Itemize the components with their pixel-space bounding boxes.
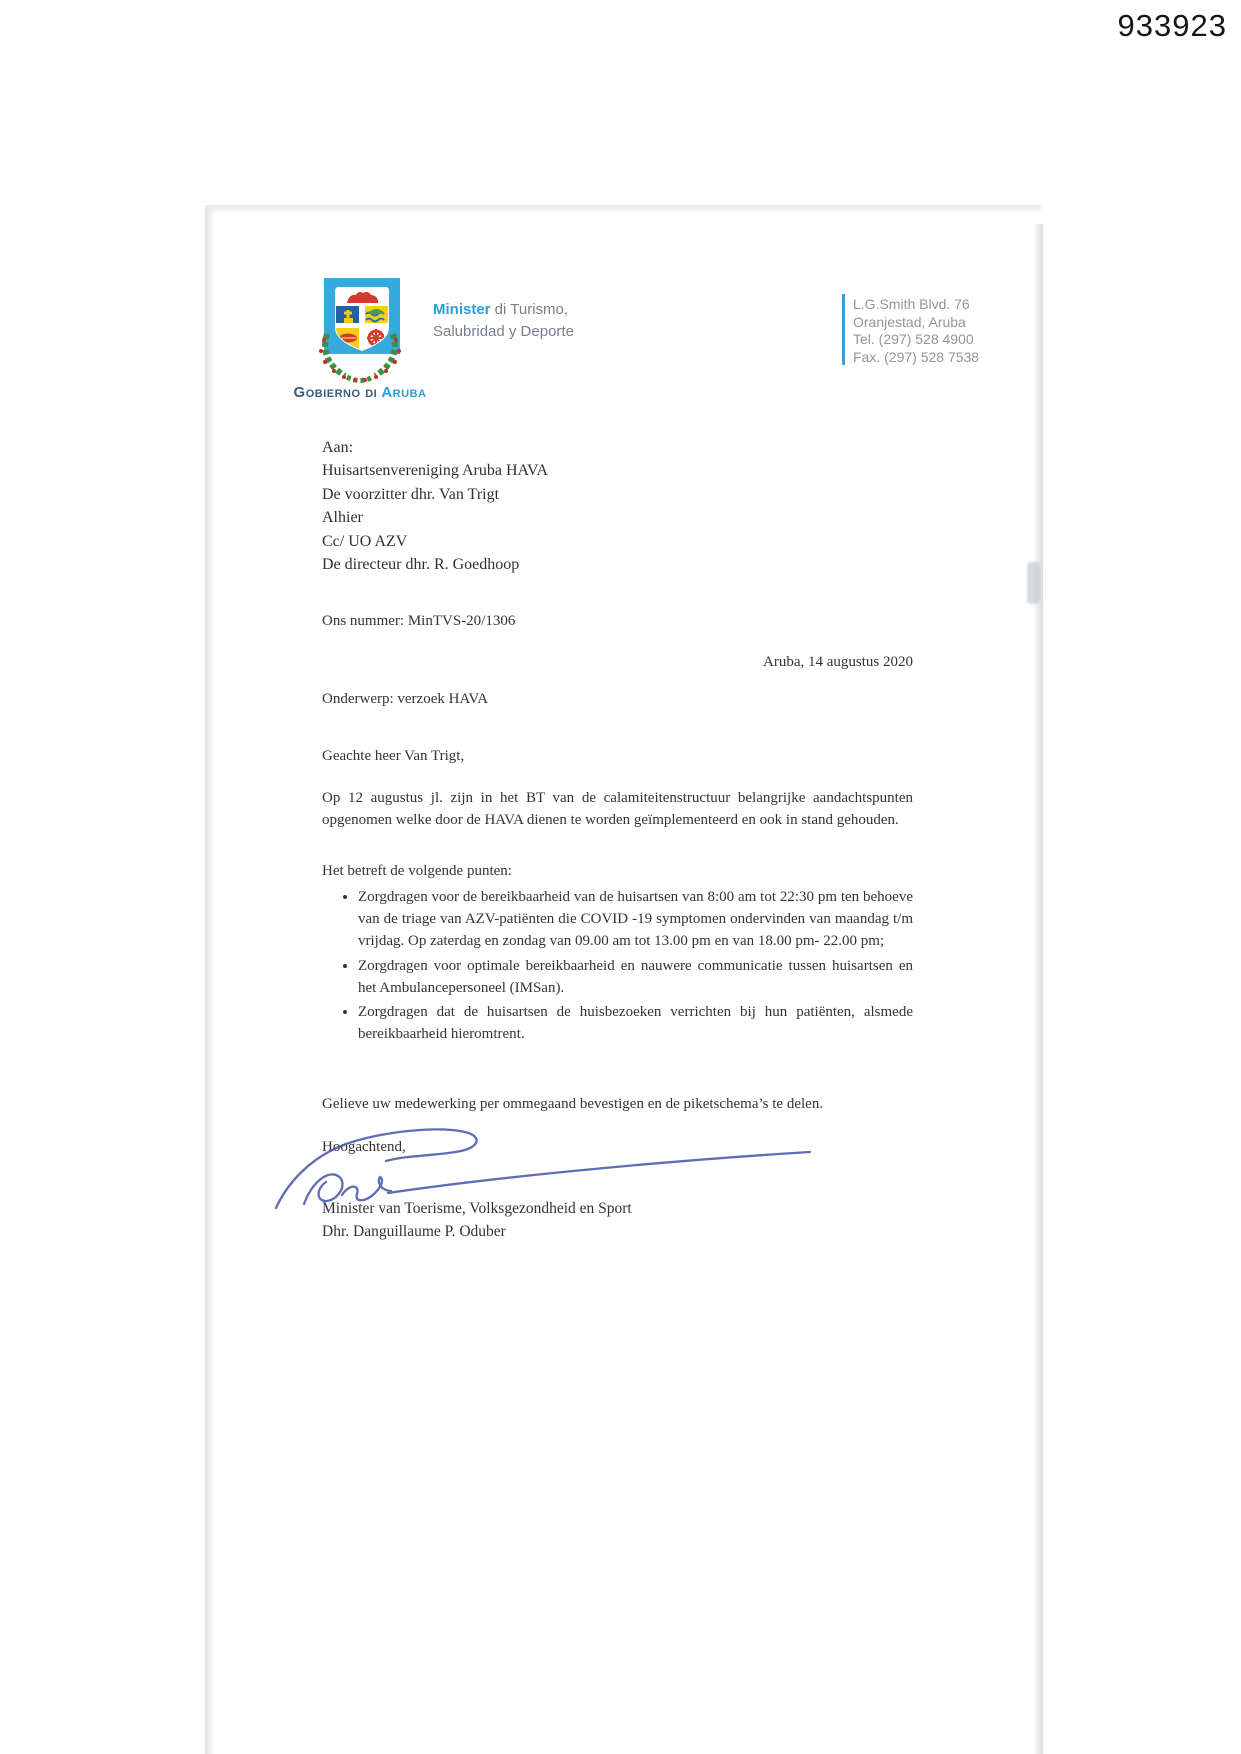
points-list — [322, 886, 913, 1047]
address-tel: Tel. (297) 528 4900 — [853, 331, 974, 347]
scan-doc-number: 933923 — [1117, 8, 1227, 43]
recipient-line: Huisartsenvereniging Aruba HAVA — [322, 462, 549, 480]
body-paragraph-1: Op 12 augustus jl. zijn in het BT van de calamiteitenstructuur belangrijke aandachtspunten opgenomen welke door de HAVA dienen te worden geïmplementeerd en ook in stand gehouden. — [322, 790, 913, 828]
header-address-block — [853, 296, 979, 366]
valediction: Hoogachtend, — [322, 1139, 406, 1155]
our-reference-number: Ons nummer: MinTVS-20/1306 — [322, 613, 516, 629]
recipient-block — [322, 436, 548, 576]
recipient-line: Cc/ UO AZV — [322, 532, 408, 550]
recipient-line: De voorzitter dhr. Van Trigt — [322, 485, 500, 503]
ministry-title-rest: di Turismo, — [490, 301, 569, 318]
ministry-title-line2: Salubridad y Deporte — [433, 323, 574, 340]
subject-line: Onderwerp: verzoek HAVA — [322, 691, 489, 707]
page-edge-top — [205, 205, 1041, 214]
point-item: • Zorgdragen voor optimale bereikbaarheid en nauwere communicatie tussen huisartsen en het Ambulancepersoneel (IMSan). — [358, 955, 913, 999]
scan-smudge — [1027, 562, 1040, 604]
signer-name: Dhr. Danguillaume P. Oduber — [322, 1223, 506, 1240]
gobierno-aruba: Aruba — [381, 384, 427, 401]
salutation: Geachte heer Van Trigt, — [322, 748, 465, 764]
recipient-line: Alhier — [322, 509, 363, 527]
gobierno-prefix: Gobierno di — [293, 384, 382, 401]
address-fax: Fax. (297) 528 7538 — [853, 348, 980, 365]
aruba-coat-of-arms-icon — [307, 276, 413, 388]
gobierno-di-aruba-wordmark — [290, 384, 430, 401]
address-divider-bar — [842, 294, 845, 365]
recipient-line: De directeur dhr. R. Goedhoop — [322, 556, 520, 574]
points-intro: Het betreft de volgende punten: — [322, 863, 512, 879]
signer-title: Minister van Toerisme, Volksgezondheid en Sport — [322, 1200, 632, 1217]
ministry-title-bold: Minister — [433, 301, 491, 318]
recipient-line: Aan: — [322, 439, 354, 456]
closing-request: Gelieve uw medewerking per ommegaand bevestigen en de piketschema’s te delen. — [322, 1096, 824, 1112]
point-item: • Zorgdragen voor de bereikbaarheid van de huisartsen van 8:00 am tot 22:30 pm ten behoeve van de triage van AZV-patiënten die COVID -19 symptomen ondervinden van maandag t/m vrijdag. Op zaterdag en zondag van 09.00 am tot 13.00 pm en van 18.00 pm- 22.00 pm; — [358, 886, 913, 953]
point-item: • Zorgdragen dat de huisartsen de huisbezoeken verrichten bij hun patiënten, alsmede bereikbaarheid hieromtrent. — [358, 1001, 913, 1045]
address-street: L.G.Smith Blvd. 76 — [853, 296, 970, 312]
place-and-date: Aruba, 14 augustus 2020 — [763, 654, 913, 670]
page-edge-left — [205, 208, 215, 1754]
page-edge-right — [1033, 224, 1043, 1754]
address-city: Oranjestad, Aruba — [853, 313, 966, 330]
ministry-title — [433, 299, 574, 343]
